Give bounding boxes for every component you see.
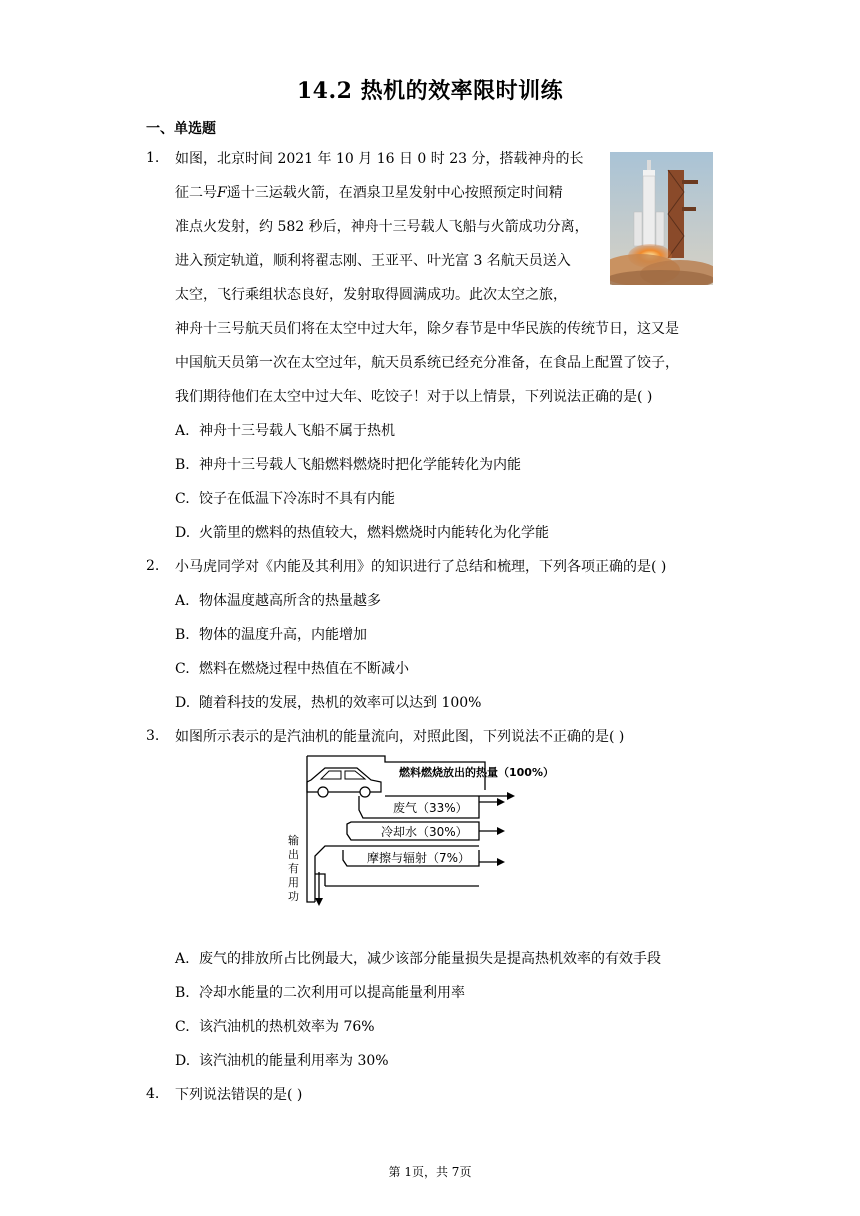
option-letter: A. bbox=[175, 593, 190, 609]
rocket-launch-image bbox=[610, 152, 713, 285]
option-text: 该汽油机的热机效率为 76% bbox=[199, 1019, 375, 1035]
question-number: 4. bbox=[146, 1086, 160, 1102]
output-work-label: 用 bbox=[288, 876, 299, 889]
cooling-water-label: 冷却水（30%） bbox=[381, 825, 468, 839]
question-text-line: 下列说法错误的是( ) bbox=[175, 1087, 303, 1103]
option-letter: D. bbox=[175, 695, 191, 711]
option-text: 物体温度越高所含的热量越多 bbox=[199, 593, 381, 609]
question-text-line: 小马虎同学对《内能及其利用》的知识进行了总结和梳理，下列各项正确的是( ) bbox=[175, 559, 667, 575]
option-letter: A. bbox=[175, 423, 190, 439]
page-footer: 第 1页，共 7页 bbox=[388, 1165, 472, 1179]
question-text-line: 太空，飞行乘组状态良好，发射取得圆满成功。此次太空之旅， bbox=[175, 287, 567, 303]
option-text: 废气的排放所占比例最大，减少该部分能量损失是提高热机效率的有效手段 bbox=[199, 951, 661, 967]
option-letter: B. bbox=[175, 457, 190, 473]
option-letter: A. bbox=[175, 951, 190, 967]
question-text-line: 如图所示表示的是汽油机的能量流向，对照此图，下列说法不正确的是( ) bbox=[175, 729, 625, 745]
friction-radiation-label: 摩擦与辐射（7%） bbox=[367, 851, 471, 865]
question-number: 2. bbox=[146, 558, 160, 574]
energy-flow-diagram bbox=[285, 752, 605, 912]
question-text-line: 准点火发射，约 582 秒后，神舟十三号载人飞船与火箭成功分离， bbox=[175, 219, 589, 235]
option-a[interactable] bbox=[175, 949, 661, 969]
output-work-label: 有 bbox=[288, 862, 299, 875]
option-text: 冷却水能量的二次利用可以提高能量利用率 bbox=[199, 985, 465, 1001]
option-b[interactable] bbox=[175, 983, 465, 1003]
option-text: 该汽油机的能量利用率为 30% bbox=[199, 1053, 389, 1069]
option-text: 火箭里的燃料的热值较大，燃料燃烧时内能转化为化学能 bbox=[199, 525, 549, 541]
output-work-label: 功 bbox=[288, 890, 299, 903]
option-c[interactable] bbox=[175, 659, 409, 679]
option-letter: C. bbox=[175, 491, 190, 507]
question-text-line: 中国航天员第一次在太空过年，航天员系统已经充分准备，在食品上配置了饺子， bbox=[175, 355, 679, 371]
option-c[interactable] bbox=[175, 489, 395, 509]
option-text: 饺子在低温下冷冻时不具有内能 bbox=[199, 491, 395, 507]
question-text-line: 进入预定轨道，顺利将翟志刚、王亚平、叶光富 3 名航天员送入 bbox=[175, 253, 571, 269]
option-a[interactable] bbox=[175, 591, 381, 611]
total-heat-label: 燃料燃烧放出的热量（100%） bbox=[399, 766, 554, 779]
output-work-label: 输 bbox=[288, 834, 299, 847]
option-c[interactable] bbox=[175, 1017, 375, 1037]
option-letter: C. bbox=[175, 1019, 190, 1035]
option-letter: D. bbox=[175, 525, 191, 541]
page-title: 14.2 热机的效率限时训练 bbox=[296, 78, 564, 104]
option-b[interactable] bbox=[175, 625, 367, 645]
car-icon bbox=[307, 768, 381, 797]
option-letter: B. bbox=[175, 627, 190, 643]
option-text: 随着科技的发展，热机的效率可以达到 100% bbox=[199, 695, 482, 711]
option-text: 神舟十三号载人飞船不属于热机 bbox=[199, 423, 395, 439]
option-a[interactable] bbox=[175, 421, 395, 441]
exhaust-label: 废气（33%） bbox=[393, 801, 468, 815]
question-text-line: 我们期待他们在太空中过大年、吃饺子！对于以上情景，下列说法正确的是( ) bbox=[175, 389, 653, 405]
option-d[interactable] bbox=[175, 693, 481, 713]
option-d[interactable] bbox=[175, 523, 549, 543]
option-b[interactable] bbox=[175, 455, 521, 475]
option-text: 燃料在燃烧过程中热值在不断减小 bbox=[199, 661, 409, 677]
question-text-line: 神舟十三号航天员们将在太空中过大年，除夕春节是中华民族的传统节日，这又是 bbox=[175, 321, 679, 337]
question-text-line: 如图，北京时间 2021 年 10 月 16 日 0 时 23 分，搭载神舟的长 bbox=[175, 151, 584, 167]
question-number: 1. bbox=[146, 150, 160, 166]
option-letter: B. bbox=[175, 985, 190, 1001]
question-text-line: 征二号𝐹遥十三运载火箭，在酒泉卫星发射中心按照预定时间精 bbox=[175, 185, 563, 201]
option-d[interactable] bbox=[175, 1051, 389, 1071]
option-text: 神舟十三号载人飞船燃料燃烧时把化学能转化为内能 bbox=[199, 457, 521, 473]
output-work-label: 出 bbox=[288, 848, 299, 861]
option-letter: D. bbox=[175, 1053, 191, 1069]
section-heading: 一、单选题 bbox=[146, 121, 216, 137]
question-number: 3. bbox=[146, 728, 160, 744]
option-letter: C. bbox=[175, 661, 190, 677]
option-text: 物体的温度升高，内能增加 bbox=[199, 627, 367, 643]
